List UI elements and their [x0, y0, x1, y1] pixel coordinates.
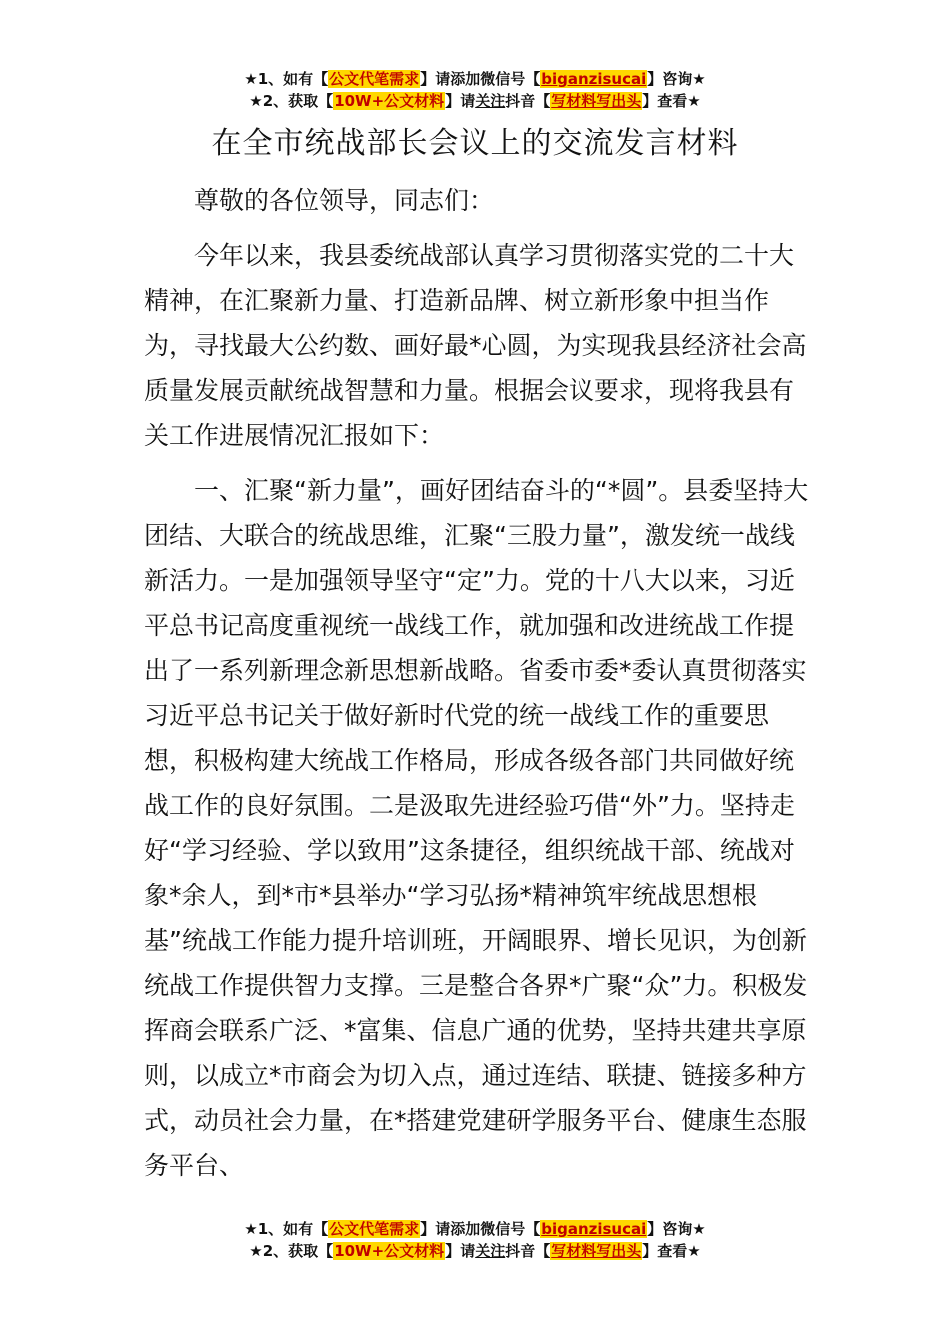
salutation: 尊敬的各位领导，同志们： — [194, 186, 495, 215]
footer-line-2-middle-c: 抖音【 — [505, 1242, 551, 1260]
ghostwriting-service-highlight: 公文代笔需求 — [329, 70, 420, 88]
footer-materials-highlight: 10W+公文材料 — [334, 1242, 445, 1260]
footer-follow-link[interactable]: 关注 — [475, 1242, 506, 1260]
footer-wechat-id-link[interactable]: biganzisucai — [541, 1220, 647, 1238]
header-line-2-suffix: 】查看★ — [642, 92, 701, 110]
footer-line-1-prefix: ★1、如有【 — [244, 1220, 329, 1238]
footer-line-2-suffix: 】查看★ — [642, 1242, 701, 1260]
header-line-2-prefix: ★2、获取【 — [249, 92, 334, 110]
header-line-2 — [0, 90, 950, 112]
header-line-1 — [0, 68, 950, 90]
footer-line-2-middle-a: 】请 — [445, 1242, 476, 1260]
header-line-2-middle-c: 抖音【 — [505, 92, 551, 110]
wechat-id-link[interactable]: biganzisucai — [541, 70, 647, 88]
header-banner — [0, 68, 950, 112]
header-line-2-middle-a: 】请 — [445, 92, 476, 110]
footer-line-2 — [0, 1240, 950, 1262]
paragraph-section-one: 一、汇聚“新力量”，画好团结奋斗的“*圆”。县委坚持大团结、大联合的统战思维，汇聚“三股力量”，激发统一战线新活力。一是加强领导坚守“定”力。党的十八大以来，习近平总书记高度重视统一战线工作，就加强和改进统战工作提出了一系列新理念新思想新战略。省委市委*委认真贯彻落实习近平总书记关于做好新时代党的统一战线工作的重要思想，积极构建大统战工作格局，形成各级各部门共同做好统战工作的良好氛围。二是汲取先进经验巧借“外”力。坚持走好“学习经验、学以致用”这条捷径，组织统战干部、统战对象*余人，到*市*县举办“学习弘扬*精神筑牢统战思想根基”统战工作能力提升培训班，开阔眼界、增长见识，为创新统战工作提供智力支撑。三是整合各界*广聚“众”力。积极发挥商会联系广泛、*富集、信息广通的优势，坚持共建共享原则，以成立*市商会为切入点，通过连结、联捷、链接多种方式，动员社会力量，在*搭建党建研学服务平台、健康生态服务平台、 — [144, 476, 809, 1180]
douyin-account-link[interactable]: 写材料写出头 — [551, 92, 642, 110]
header-line-1-suffix: 】咨询★ — [647, 70, 706, 88]
materials-highlight: 10W+公文材料 — [334, 92, 445, 110]
follow-link[interactable]: 关注 — [475, 92, 506, 110]
footer-ghostwriting-service-highlight: 公文代笔需求 — [329, 1220, 420, 1238]
document-title: 在全市统战部长会议上的交流发言材料 — [211, 126, 739, 161]
footer-douyin-account-link[interactable]: 写材料写出头 — [551, 1242, 642, 1260]
paragraph-intro: 今年以来，我县委统战部认真学习贯彻落实党的二十大精神，在汇聚新力量、打造新品牌、树立新形象中担当作为，寻找最大公约数、画好最*心圆，为实现我县经济社会高质量发展贡献统战智慧和力量。根据会议要求，现将我县有关工作进展情况汇报如下： — [144, 241, 807, 450]
footer-line-2-prefix: ★2、获取【 — [249, 1242, 334, 1260]
header-line-1-middle: 】请添加微信号【 — [420, 70, 541, 88]
footer-line-1 — [0, 1218, 950, 1240]
document-body — [144, 178, 812, 1188]
header-line-1-prefix: ★1、如有【 — [244, 70, 329, 88]
footer-line-1-suffix: 】咨询★ — [647, 1220, 706, 1238]
footer-banner — [0, 1218, 950, 1262]
footer-line-1-middle: 】请添加微信号【 — [420, 1220, 541, 1238]
